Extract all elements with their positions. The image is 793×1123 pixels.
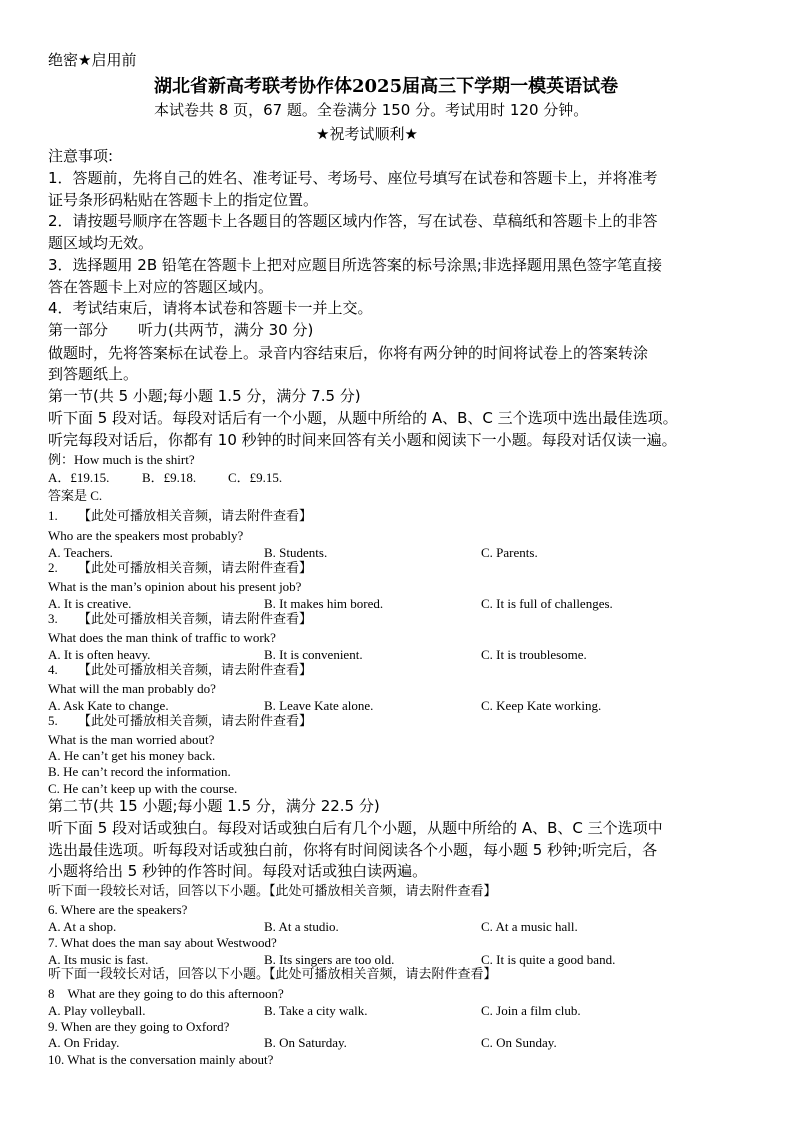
question-stem: Who are the speakers most probably? bbox=[48, 528, 244, 543]
option-c: C. Keep Kate working. bbox=[481, 698, 602, 713]
example-option-a: A．£19.15. bbox=[48, 470, 110, 485]
option-b: B. On Saturday. bbox=[264, 1035, 347, 1050]
option-a: A. It is often heavy. bbox=[48, 647, 151, 662]
good-luck-line: ★祝考试顺利★ bbox=[316, 125, 418, 143]
option-c: C. It is full of challenges. bbox=[481, 596, 613, 611]
option-a: A. At a shop. bbox=[48, 919, 117, 934]
option-a: A. On Friday. bbox=[48, 1035, 120, 1050]
note-1-cont: 证号条形码粘贴在答题卡上的指定位置。 bbox=[48, 191, 319, 209]
question-stem: What will the man probably do? bbox=[48, 681, 216, 696]
question-number: 1. bbox=[48, 508, 58, 523]
note-1: 1．答题前，先将自己的姓名、准考证号、考场号、座位号填写在试卷和答题卡上，并将准考 bbox=[48, 169, 658, 187]
option-b: B. It is convenient. bbox=[264, 647, 363, 662]
audio-placeholder[interactable]: 【此处可播放相关音频，请去附件查看】 bbox=[78, 560, 313, 575]
confidential-label: 绝密★启用前 bbox=[48, 51, 137, 69]
option-a: A. Its music is fast. bbox=[48, 952, 149, 967]
question-stem: What is the man worried about? bbox=[48, 732, 215, 747]
question-stem: 7. What does the man say about Westwood? bbox=[48, 935, 277, 950]
notes-heading: 注意事项: bbox=[48, 147, 114, 165]
option-b: B. Leave Kate alone. bbox=[264, 698, 374, 713]
example-option-c: C．£9.15. bbox=[228, 470, 283, 485]
section2-intro: 听下面 5 段对话或独白。每段对话或独白后有几个小题，从题中所给的 A、B、C 三个选项中 bbox=[48, 819, 663, 837]
example-question: 例：How much is the shirt? bbox=[48, 452, 195, 467]
question-number: 2. bbox=[48, 560, 58, 575]
option-b: B. Students. bbox=[264, 545, 328, 560]
question-stem: What is the man’s opinion about his present job? bbox=[48, 579, 302, 594]
question-stem: 9. When are they going to Oxford? bbox=[48, 1019, 230, 1034]
section2-intro-cont: 选出最佳选项。听每段对话或独白前，你将有时间阅读各个小题，每小题 5 秒钟;听完后，各 bbox=[48, 841, 658, 859]
note-2: 2．请按题号顺序在答题卡上各题目的答题区域内作答，写在试卷、草稿纸和答题卡上的非答 bbox=[48, 212, 658, 230]
question-number: 5. bbox=[48, 713, 58, 728]
option-c: C. He can’t keep up with the course. bbox=[48, 781, 238, 796]
question-number: 4. bbox=[48, 662, 58, 677]
example-answer: 答案是 C. bbox=[48, 488, 103, 503]
option-b: B. At a studio. bbox=[264, 919, 339, 934]
note-3-cont: 答在答题卡上对应的答题区域内。 bbox=[48, 278, 274, 296]
option-a: A. Teachers. bbox=[48, 545, 113, 560]
section2-heading: 第二节(共 15 小题;每小题 1.5 分，满分 22.5 分) bbox=[48, 797, 380, 815]
option-c: C. It is quite a good band. bbox=[481, 952, 616, 967]
dialogue-group-1: 听下面一段较长对话，回答以下小题。【此处可播放相关音频，请去附件查看】 bbox=[48, 883, 497, 898]
question-stem: What does the man think of traffic to work? bbox=[48, 630, 276, 645]
option-c: C. At a music hall. bbox=[481, 919, 578, 934]
note-2-cont: 题区域均无效。 bbox=[48, 234, 154, 252]
audio-placeholder[interactable]: 【此处可播放相关音频，请去附件查看】 bbox=[78, 611, 313, 626]
option-c: C. It is troublesome. bbox=[481, 647, 587, 662]
option-a: A. It is creative. bbox=[48, 596, 132, 611]
note-3: 3．选择题用 2B 铅笔在答题卡上把对应题目所选答案的标号涂黑;非选择题用黑色签字笔直接 bbox=[48, 256, 662, 274]
question-stem: 10. What is the conversation mainly about? bbox=[48, 1052, 274, 1067]
part1-heading: 第一部分 听力(共两节，满分 30 分) bbox=[48, 321, 314, 339]
audio-placeholder[interactable]: 【此处可播放相关音频，请去附件查看】 bbox=[78, 508, 313, 523]
option-b: B. Its singers are too old. bbox=[264, 952, 395, 967]
option-a: A. Play volleyball. bbox=[48, 1003, 146, 1018]
section1-intro-cont: 听完每段对话后，你都有 10 秒钟的时间来回答有关小题和阅读下一小题。每段对话仅读一遍。 bbox=[48, 431, 677, 449]
question-stem: 6. Where are the speakers? bbox=[48, 902, 188, 917]
option-c: C. Parents. bbox=[481, 545, 538, 560]
note-4: 4．考试结束后，请将本试卷和答题卡一并上交。 bbox=[48, 299, 373, 317]
section1-intro: 听下面 5 段对话。每段对话后有一个小题，从题中所给的 A、B、C 三个选项中选出最佳选项。 bbox=[48, 409, 678, 427]
audio-placeholder[interactable]: 【此处可播放相关音频，请去附件查看】 bbox=[78, 713, 313, 728]
option-a: A. Ask Kate to change. bbox=[48, 698, 169, 713]
option-b: B. He can’t record the information. bbox=[48, 764, 231, 779]
question-stem: 8 What are they going to do this afternoon? bbox=[48, 986, 284, 1001]
example-option-b: B．£9.18. bbox=[142, 470, 197, 485]
part1-intro-cont: 到答题纸上。 bbox=[48, 365, 139, 383]
dialogue-group-2: 听下面一段较长对话，回答以下小题。【此处可播放相关音频，请去附件查看】 bbox=[48, 966, 497, 981]
option-a: A. He can’t get his money back. bbox=[48, 748, 216, 763]
section1-heading: 第一节(共 5 小题;每小题 1.5 分，满分 7.5 分) bbox=[48, 387, 361, 405]
option-b: B. Take a city walk. bbox=[264, 1003, 368, 1018]
exam-title: 湖北省新高考联考协作体2025届高三下学期一模英语试卷 bbox=[154, 76, 619, 97]
question-number: 3. bbox=[48, 611, 58, 626]
section2-intro-end: 小题将给出 5 秒钟的作答时间。每段对话或独白读两遍。 bbox=[48, 862, 428, 880]
option-b: B. It makes him bored. bbox=[264, 596, 384, 611]
audio-placeholder[interactable]: 【此处可播放相关音频，请去附件查看】 bbox=[78, 662, 313, 677]
part1-intro: 做题时，先将答案标在试卷上。录音内容结束后，你将有两分钟的时间将试卷上的答案转涂 bbox=[48, 344, 649, 362]
exam-info: 本试卷共 8 页，67 题。全卷满分 150 分。考试用时 120 分钟。 bbox=[154, 101, 589, 119]
option-c: C. Join a film club. bbox=[481, 1003, 581, 1018]
option-c: C. On Sunday. bbox=[481, 1035, 557, 1050]
